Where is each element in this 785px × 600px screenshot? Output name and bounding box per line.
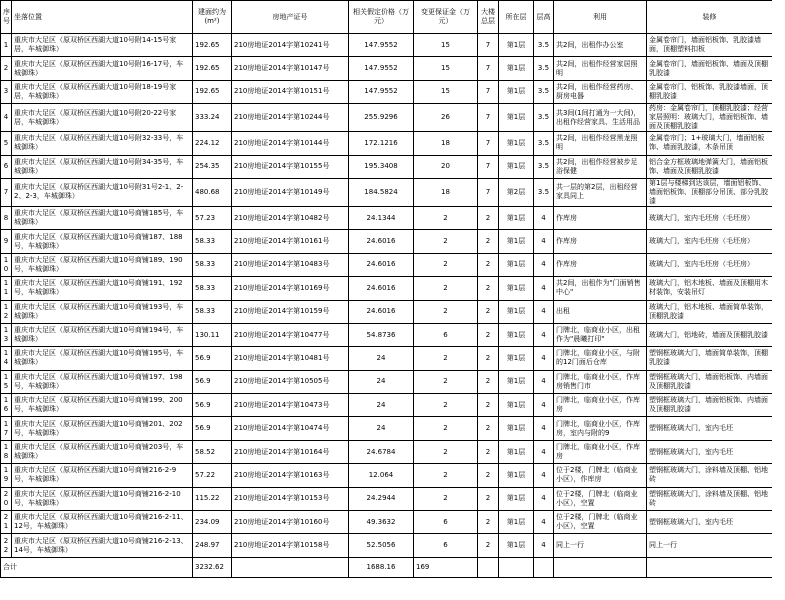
floors-cell[interactable]: 2 [478,394,499,417]
decoration-cell[interactable]: 药房：金属卷帘门，顶棚乳胶漆；经营家居照明：玻璃大门，墙面铝板饰、墙面及顶棚乳胶漆 [647,104,773,132]
deposit-cell[interactable]: 2 [414,300,478,323]
height-cell[interactable]: 3.5 [534,132,554,155]
area-cell[interactable]: 56.9 [193,394,232,417]
table-row [1,511,773,534]
level-cell[interactable]: 第1层 [499,370,534,393]
row-number[interactable]: 2 [1,57,12,80]
level-cell[interactable]: 第1层 [499,80,534,103]
price-cell[interactable]: 24.6016 [349,230,414,253]
floors-cell[interactable]: 7 [478,34,499,57]
height-cell[interactable]: 4 [534,253,554,276]
price-cell[interactable]: 24.6016 [349,277,414,300]
table-row [1,57,773,80]
floors-cell[interactable]: 2 [478,487,499,510]
table-row [1,34,773,57]
area-cell[interactable]: 57.22 [193,464,232,487]
row-number[interactable]: 1 [1,34,12,57]
certificate-cell[interactable]: 210房地证2014字第10163号 [232,464,349,487]
height-cell[interactable]: 4 [534,511,554,534]
height-cell[interactable]: 3.5 [534,80,554,103]
location-cell[interactable]: 重庆市大足区（原双桥区西湖大道10号商铺216-2-10号，车城御珠） [12,487,193,510]
decoration-cell[interactable]: 同上一行 [647,534,773,557]
certificate-cell[interactable]: 210房地证2014字第10244号 [232,104,349,132]
height-cell[interactable]: 4 [534,534,554,557]
deposit-cell[interactable]: 18 [414,132,478,155]
decoration-cell[interactable]: 塑钢框玻璃大门，墙面铝板饰、内墙面及顶棚乳胶漆 [647,370,773,393]
row-number[interactable]: 10 [1,253,12,276]
height-cell[interactable]: 4 [534,417,554,440]
use-cell[interactable]: 共2间，出租作经营被步足浴保健 [554,155,647,178]
table-row [1,394,773,417]
use-cell[interactable]: 位于2楼，门牌北（临商业小区），空置 [554,511,647,534]
header-cell[interactable]: 大楼总层 [478,1,499,34]
floors-cell[interactable]: 7 [478,57,499,80]
row-number[interactable]: 7 [1,178,12,206]
table-row [1,155,773,178]
location-cell[interactable]: 重庆市大足区（原双桥区西湖大道10号附14-15号家居，车城御珠） [12,34,193,57]
area-cell[interactable]: 248.97 [193,534,232,557]
header-cell[interactable]: 相关假定价格（万元） [349,1,414,34]
certificate-cell[interactable]: 210房地证2014字第10505号 [232,370,349,393]
floors-cell[interactable]: 2 [478,464,499,487]
decoration-cell[interactable]: 塑钢框玻璃大门，涂料墙及顶棚、铝地砖 [647,464,773,487]
deposit-cell[interactable]: 15 [414,57,478,80]
use-cell[interactable]: 共2间，出租作为"门面销售中心" [554,277,647,300]
row-number[interactable]: 20 [1,487,12,510]
floors-cell[interactable]: 2 [478,534,499,557]
location-cell[interactable]: 重庆市大足区（原双桥区西湖大道10号附31号2-1、2-2、2-3，车城御珠） [12,178,193,206]
price-cell[interactable]: 24 [349,394,414,417]
decoration-cell[interactable]: 铝合金方框玻璃地弹簧大门，墙面铝板饰、墙面及顶棚乳胶漆 [647,155,773,178]
location-cell[interactable]: 重庆市大足区（原双桥区西湖大道10号商铺191、192号，车城御珠） [12,277,193,300]
area-cell[interactable]: 58.33 [193,300,232,323]
level-cell[interactable]: 第1层 [499,417,534,440]
decoration-cell[interactable]: 第1层与楼梯到达该层，墙面铝板饰、墙面铝板饰、顶棚部分吊顶、部分乳胶漆 [647,178,773,206]
level-cell[interactable]: 第1层 [499,57,534,80]
location-cell[interactable]: 重庆市大足区（原双桥区西湖大道10号商铺199、200号，车城御珠） [12,394,193,417]
location-cell[interactable]: 重庆市大足区（原双桥区西湖大道10号附20-22号家居，车城御珠） [12,104,193,132]
floors-cell[interactable]: 2 [478,323,499,346]
deposit-cell[interactable]: 2 [414,464,478,487]
deposit-cell[interactable]: 6 [414,534,478,557]
price-cell[interactable]: 255.9296 [349,104,414,132]
decoration-cell[interactable]: 玻璃大门，室内毛坯房（毛坯房） [647,206,773,229]
table-row [1,104,773,132]
table-row [1,230,773,253]
location-cell[interactable]: 重庆市大足区（原双桥区西湖大道10号商铺216-2-9号，车城御珠） [12,464,193,487]
floors-cell[interactable]: 2 [478,277,499,300]
use-cell[interactable]: 位于2楼，门牌北（临商业小区），作库房 [554,464,647,487]
deposit-cell[interactable]: 26 [414,104,478,132]
row-number[interactable]: 15 [1,370,12,393]
row-number[interactable]: 21 [1,511,12,534]
price-cell[interactable]: 49.3632 [349,511,414,534]
certificate-cell[interactable]: 210房地证2014字第10159号 [232,300,349,323]
use-cell[interactable]: 作库房 [554,206,647,229]
floors-cell[interactable]: 2 [478,300,499,323]
area-cell[interactable]: 192.65 [193,57,232,80]
decoration-cell[interactable]: 塑钢框玻璃大门，室内毛坯 [647,417,773,440]
price-cell[interactable]: 52.5056 [349,534,414,557]
price-cell[interactable]: 24 [349,347,414,370]
total-area[interactable]: 3232.62 [193,557,232,577]
table-row [1,277,773,300]
height-cell[interactable]: 3.5 [534,104,554,132]
area-cell[interactable]: 192.65 [193,34,232,57]
certificate-cell[interactable]: 210房地证2014字第10155号 [232,155,349,178]
floors-cell[interactable]: 7 [478,104,499,132]
area-cell[interactable]: 224.12 [193,132,232,155]
deposit-cell[interactable]: 15 [414,34,478,57]
header-cell[interactable]: 层高 [534,1,554,34]
row-number[interactable]: 5 [1,132,12,155]
location-cell[interactable]: 重庆市大足区（原双桥区西湖大道10号商铺193号，车城御珠） [12,300,193,323]
deposit-cell[interactable]: 15 [414,80,478,103]
location-cell[interactable]: 重庆市大足区（原双桥区西湖大道10号商铺203号，车城御珠） [12,440,193,463]
table-cell[interactable] [478,557,499,577]
level-cell[interactable]: 第1层 [499,534,534,557]
area-cell[interactable]: 192.65 [193,80,232,103]
level-cell[interactable]: 第1层 [499,132,534,155]
price-cell[interactable]: 54.8736 [349,323,414,346]
row-number[interactable]: 9 [1,230,12,253]
table-row [1,370,773,393]
price-cell[interactable]: 172.1216 [349,132,414,155]
height-cell[interactable]: 3.5 [534,155,554,178]
height-cell[interactable]: 4 [534,277,554,300]
total-row [1,557,773,577]
location-cell[interactable]: 重庆市大足区（原双桥区西湖大道10号商铺194号，车城御珠） [12,323,193,346]
deposit-cell[interactable]: 20 [414,155,478,178]
table-row [1,464,773,487]
table-row [1,178,773,206]
row-number[interactable]: 13 [1,323,12,346]
deposit-cell[interactable]: 18 [414,178,478,206]
row-number[interactable]: 8 [1,206,12,229]
location-cell[interactable]: 重庆市大足区（原双桥区西湖大道10号商铺197、198号，车城御珠） [12,370,193,393]
price-cell[interactable]: 24.6016 [349,253,414,276]
decoration-cell[interactable]: 塑钢框玻璃大门，墙面简单装饰，顶棚乳胶漆 [647,347,773,370]
table-row [1,347,773,370]
header-cell[interactable]: 坐落位置 [12,1,193,34]
price-cell[interactable]: 147.9552 [349,80,414,103]
use-cell[interactable]: 共2间，出租作经营家居照明 [554,57,647,80]
level-cell[interactable]: 第1层 [499,487,534,510]
price-cell[interactable]: 24 [349,370,414,393]
price-cell[interactable]: 24.6784 [349,440,414,463]
use-cell[interactable]: 共一层的第2层，出租经营家具同上 [554,178,647,206]
certificate-cell[interactable]: 210房地证2014字第10151号 [232,80,349,103]
certificate-cell[interactable]: 210房地证2014字第10474号 [232,417,349,440]
row-number[interactable]: 18 [1,440,12,463]
header-row [1,1,773,34]
header-cell[interactable]: 所在层 [499,1,534,34]
area-cell[interactable]: 480.68 [193,178,232,206]
level-cell[interactable]: 第1层 [499,155,534,178]
right-margin [772,0,785,600]
deposit-cell[interactable]: 2 [414,206,478,229]
table-row [1,487,773,510]
table-row [1,253,773,276]
table-row [1,132,773,155]
row-number[interactable]: 12 [1,300,12,323]
table-cell[interactable] [534,557,554,577]
height-cell[interactable]: 3.5 [534,57,554,80]
price-cell[interactable]: 12.064 [349,464,414,487]
area-cell[interactable]: 58.33 [193,253,232,276]
area-cell[interactable]: 254.35 [193,155,232,178]
floors-cell[interactable]: 2 [478,253,499,276]
height-cell[interactable]: 4 [534,394,554,417]
deposit-cell[interactable]: 2 [414,370,478,393]
table-cell[interactable] [232,557,349,577]
level-cell[interactable]: 第1层 [499,464,534,487]
use-cell[interactable]: 共3间(1间打通为一大间)，出租作经营家具、生活用品 [554,104,647,132]
level-cell[interactable]: 第1层 [499,394,534,417]
use-cell[interactable]: 出租 [554,300,647,323]
certificate-cell[interactable]: 210房地证2014字第10149号 [232,178,349,206]
area-cell[interactable]: 130.11 [193,323,232,346]
certificate-cell[interactable]: 210房地证2014字第10169号 [232,277,349,300]
area-cell[interactable]: 115.22 [193,487,232,510]
row-number[interactable]: 3 [1,80,12,103]
row-number[interactable]: 14 [1,347,12,370]
certificate-cell[interactable]: 210房地证2014字第10160号 [232,511,349,534]
location-cell[interactable]: 重庆市大足区（原双桥区西湖大道10号附32-33号，车城御珠） [12,132,193,155]
level-cell[interactable]: 第1层 [499,34,534,57]
decoration-cell[interactable]: 金属卷帘门，铝板饰、乳胶漆墙面，顶棚乳胶漆 [647,80,773,103]
location-cell[interactable]: 重庆市大足区（原双桥区西湖大道10号附34-35号，车城御珠） [12,155,193,178]
price-cell[interactable]: 147.9552 [349,57,414,80]
height-cell[interactable]: 4 [534,487,554,510]
location-cell[interactable]: 重庆市大足区（原双桥区西湖大道10号商铺195号，车城御珠） [12,347,193,370]
level-cell[interactable]: 第1层 [499,323,534,346]
header-cell[interactable]: 装修 [647,1,773,34]
area-cell[interactable]: 58.33 [193,277,232,300]
deposit-cell[interactable]: 2 [414,277,478,300]
decoration-cell[interactable]: 金属卷帘门，墙面铝板饰、乳胶漆墙面，顶棚塑料扣板 [647,34,773,57]
height-cell[interactable]: 4 [534,206,554,229]
height-cell[interactable]: 4 [534,347,554,370]
table-row [1,323,773,346]
location-cell[interactable]: 重庆市大足区（原双桥区西湖大道10号商铺216-2-11、12号，车城御珠） [12,511,193,534]
floors-cell[interactable]: 7 [478,80,499,103]
level-cell[interactable]: 第1层 [499,300,534,323]
level-cell[interactable]: 第1层 [499,230,534,253]
level-cell[interactable]: 第1层 [499,511,534,534]
price-cell[interactable]: 24.2944 [349,487,414,510]
use-cell[interactable]: 作库房 [554,230,647,253]
area-cell[interactable]: 57.23 [193,206,232,229]
area-cell[interactable]: 234.09 [193,511,232,534]
certificate-cell[interactable]: 210房地证2014字第10482号 [232,206,349,229]
table-cell[interactable] [499,557,534,577]
table-cell[interactable] [554,557,647,577]
height-cell[interactable]: 4 [534,370,554,393]
table-cell[interactable] [647,557,773,577]
header-cell[interactable]: 建面约为(m²) [193,1,232,34]
table-body [1,34,773,558]
level-cell[interactable]: 第1层 [499,206,534,229]
certificate-cell[interactable]: 210房地证2014字第10158号 [232,534,349,557]
floors-cell[interactable]: 7 [478,132,499,155]
deposit-cell[interactable]: 6 [414,511,478,534]
decoration-cell[interactable]: 玻璃大门，室内毛坯房（毛坯房） [647,253,773,276]
row-number[interactable]: 16 [1,394,12,417]
floors-cell[interactable]: 7 [478,178,499,206]
deposit-cell[interactable]: 2 [414,487,478,510]
height-cell[interactable]: 4 [534,300,554,323]
header-cell[interactable]: 房地产证号 [232,1,349,34]
decoration-cell[interactable]: 塑钢框玻璃大门，墙面铝板饰、内墙面及顶棚乳胶漆 [647,394,773,417]
location-cell[interactable]: 重庆市大足区（原双桥区西湖大道10号附16-17号，车城御珠） [12,57,193,80]
decoration-cell[interactable]: 金属卷帘门，墙面铝板饰、墙面及顶棚乳胶漆 [647,57,773,80]
decoration-cell[interactable]: 金属卷帘门；1+玻璃大门，墙面铝板饰、墙面乳胶漆，木条吊顶 [647,132,773,155]
deposit-cell[interactable]: 2 [414,347,478,370]
row-number[interactable]: 6 [1,155,12,178]
use-cell[interactable]: 同上一行 [554,534,647,557]
total-label[interactable]: 合计 [1,557,193,577]
deposit-cell[interactable]: 2 [414,253,478,276]
height-cell[interactable]: 4 [534,464,554,487]
table-row [1,417,773,440]
price-cell[interactable]: 24.6016 [349,300,414,323]
location-cell[interactable]: 重庆市大足区（原双桥区西湖大道10号商铺216-2-13、14号，车城御珠） [12,534,193,557]
level-cell[interactable]: 第1层 [499,347,534,370]
floors-cell[interactable]: 2 [478,206,499,229]
table-row [1,300,773,323]
certificate-cell[interactable]: 210房地证2014字第10164号 [232,440,349,463]
use-cell[interactable]: 共2间，出租作经营药房、厨房电器 [554,80,647,103]
level-cell[interactable]: 第1层 [499,253,534,276]
certificate-cell[interactable]: 210房地证2014字第10144号 [232,132,349,155]
decoration-cell[interactable]: 玻璃大门，铝地砖，墙面及顶棚乳胶漆 [647,323,773,346]
decoration-cell[interactable]: 玻璃大门，室内毛坯房（毛坯房） [647,230,773,253]
header-cell[interactable]: 利用 [554,1,647,34]
level-cell[interactable]: 第1层 [499,277,534,300]
deposit-cell[interactable]: 2 [414,440,478,463]
decoration-cell[interactable]: 玻璃大门，铝木地板、墙面简单装饰，顶棚乳胶漆 [647,300,773,323]
certificate-cell[interactable]: 210房地证2014字第10477号 [232,323,349,346]
price-cell[interactable]: 24 [349,417,414,440]
location-cell[interactable]: 重庆市大足区（原双桥区西湖大道10号商铺187、188号，车城御珠） [12,230,193,253]
area-cell[interactable]: 56.9 [193,370,232,393]
floors-cell[interactable]: 2 [478,417,499,440]
use-cell[interactable]: 门牌北，临商业小区，与附的12门面后仓库 [554,347,647,370]
table-row [1,206,773,229]
floors-cell[interactable]: 2 [478,511,499,534]
area-cell[interactable]: 56.9 [193,417,232,440]
certificate-cell[interactable]: 210房地证2014字第10483号 [232,253,349,276]
row-number[interactable]: 19 [1,464,12,487]
certificate-cell[interactable]: 210房地证2014字第10153号 [232,487,349,510]
certificate-cell[interactable]: 210房地证2014字第10241号 [232,34,349,57]
certificate-cell[interactable]: 210房地证2014字第10481号 [232,347,349,370]
decoration-cell[interactable]: 塑钢框玻璃大门，室内毛坯 [647,440,773,463]
area-cell[interactable]: 56.9 [193,347,232,370]
deposit-cell[interactable]: 6 [414,323,478,346]
height-cell[interactable]: 4 [534,230,554,253]
area-cell[interactable]: 58.33 [193,230,232,253]
height-cell[interactable]: 4 [534,323,554,346]
area-cell[interactable]: 333.24 [193,104,232,132]
height-cell[interactable]: 3.5 [534,34,554,57]
level-cell[interactable]: 第1层 [499,440,534,463]
level-cell[interactable]: 第2层 [499,178,534,206]
row-number[interactable]: 11 [1,277,12,300]
row-number[interactable]: 17 [1,417,12,440]
floors-cell[interactable]: 2 [478,347,499,370]
decoration-cell[interactable]: 塑钢框玻璃大门，室内毛坯 [647,511,773,534]
location-cell[interactable]: 重庆市大足区（原双桥区西湖大道10号商铺189、190号，车城御珠） [12,253,193,276]
decoration-cell[interactable]: 玻璃大门，铝木地板、墙面及顶棚用木材装饰，安装吊灯 [647,277,773,300]
floors-cell[interactable]: 2 [478,370,499,393]
price-cell[interactable]: 24.1344 [349,206,414,229]
use-cell[interactable]: 门牌北，临商业小区，作库房 [554,440,647,463]
location-cell[interactable]: 重庆市大足区（原双桥区西湖大道10号商铺201、202号，车城御珠） [12,417,193,440]
location-cell[interactable]: 重庆市大足区（原双桥区西湖大道10号商铺185号，车城御珠） [12,206,193,229]
price-cell[interactable]: 147.9552 [349,34,414,57]
deposit-cell[interactable]: 2 [414,394,478,417]
row-number[interactable]: 4 [1,104,12,132]
price-cell[interactable]: 184.5824 [349,178,414,206]
floors-cell[interactable]: 2 [478,440,499,463]
certificate-cell[interactable]: 210房地证2014字第10147号 [232,57,349,80]
height-cell[interactable]: 3.5 [534,178,554,206]
use-cell[interactable]: 共2间，出租作办公室 [554,34,647,57]
certificate-cell[interactable]: 210房地证2014字第10473号 [232,394,349,417]
use-cell[interactable]: 作库房 [554,253,647,276]
table-row [1,440,773,463]
certificate-cell[interactable]: 210房地证2014字第10161号 [232,230,349,253]
use-cell[interactable]: 共2间，出租作经营黑龙照明 [554,132,647,155]
use-cell[interactable]: 门牌北，临商业小区，作库房销售门市 [554,370,647,393]
header-cell[interactable]: 序号 [1,1,12,34]
floors-cell[interactable]: 7 [478,155,499,178]
use-cell[interactable]: 位于2楼，门牌北（临商业小区），空置 [554,487,647,510]
total-deposit[interactable]: 169 [414,557,478,577]
header-cell[interactable]: 变更保证金（万元） [414,1,478,34]
use-cell[interactable]: 门牌北，临商业小区，作库房，室内与附的9 [554,417,647,440]
row-number[interactable]: 22 [1,534,12,557]
location-cell[interactable]: 重庆市大足区（原双桥区西湖大道10号附18-19号家居，车城御珠） [12,80,193,103]
floors-cell[interactable]: 2 [478,230,499,253]
deposit-cell[interactable]: 2 [414,230,478,253]
total-price[interactable]: 1688.16 [349,557,414,577]
table-row [1,534,773,557]
area-cell[interactable]: 58.52 [193,440,232,463]
level-cell[interactable]: 第1层 [499,104,534,132]
use-cell[interactable]: 门牌北，临商业小区，出租作为"晨曦打印" [554,323,647,346]
height-cell[interactable]: 4 [534,440,554,463]
decoration-cell[interactable]: 塑钢框玻璃大门，涂料墙及顶棚、铝地砖 [647,487,773,510]
deposit-cell[interactable]: 2 [414,417,478,440]
price-cell[interactable]: 195.3408 [349,155,414,178]
table-row [1,80,773,103]
use-cell[interactable]: 门牌北，临商业小区，作库房 [554,394,647,417]
